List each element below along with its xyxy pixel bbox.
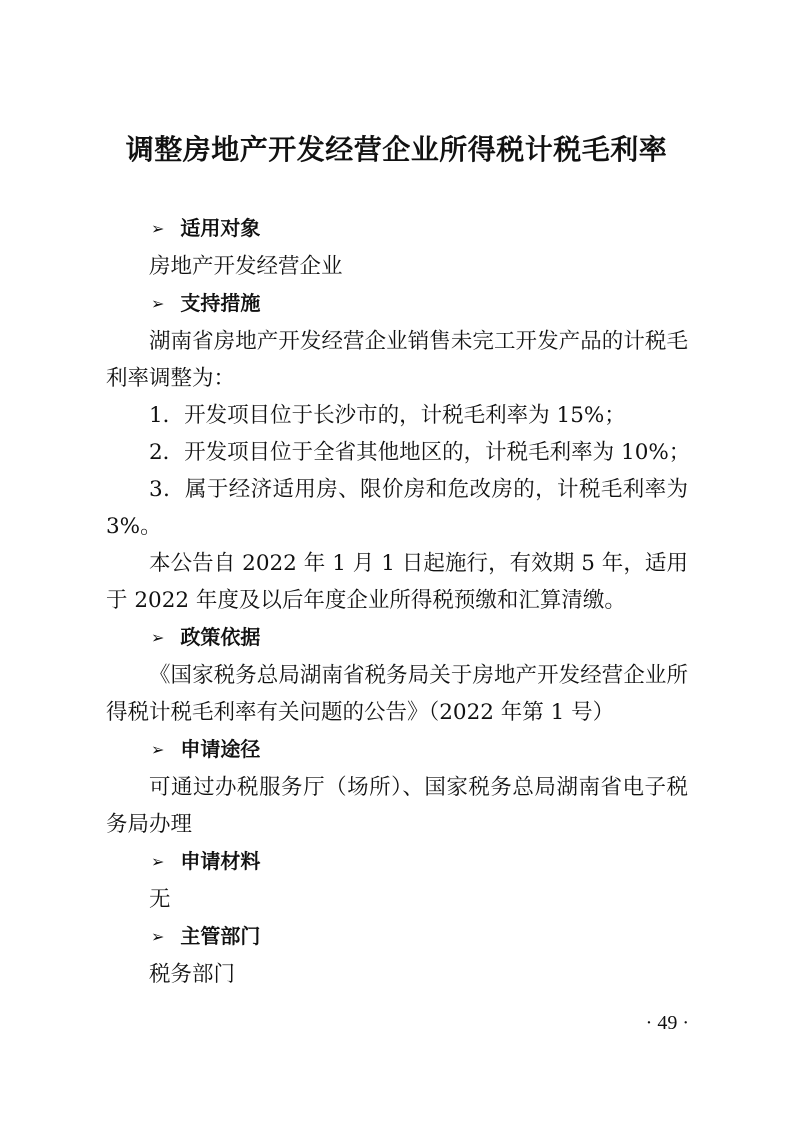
section-heading-measures: ➢ 支持措施 [151,291,261,315]
section-heading-department: ➢ 主管部门 [151,924,261,948]
measures-item-2: 2．开发项目位于全省其他地区的，计税毛利率为 10%； [149,440,691,465]
measures-item-1: 1．开发项目位于长沙市的，计税毛利率为 15%； [149,403,626,428]
arrow-bullet-icon: ➢ [151,740,165,759]
basis-text: 《国家税务总局湖南省税务局关于房地产开发经营企业所得税计税毛利率有关问题的公告》（2022 年第 1 号） [106,663,688,725]
measures-intro: 湖南省房地产开发经营企业销售未完工开发产品的计税毛利率调整为： [106,329,688,391]
section-heading-channel: ➢ 申请途径 [151,737,261,761]
arrow-bullet-icon: ➢ [151,294,165,313]
arrow-bullet-icon: ➢ [151,927,165,946]
arrow-bullet-icon: ➢ [151,852,165,871]
arrow-bullet-icon: ➢ [151,219,165,238]
document-body [106,210,691,993]
department-text: 税务部门 [149,962,236,987]
section-heading-object: ➢ 适用对象 [151,216,261,240]
object-text: 房地产开发经营企业 [149,254,343,279]
page-title: 调整房地产开发经营企业所得税计税毛利率 [125,133,668,166]
measures-item-3: 3．属于经济适用房、限价房和危改房的，计税毛利率为 3%。 [106,477,688,539]
arrow-bullet-icon: ➢ [151,628,165,647]
page-number: · 49 · [645,1012,689,1034]
section-heading-basis: ➢ 政策依据 [151,625,261,649]
materials-text: 无 [149,887,171,912]
measures-validity: 本公告自 2022 年 1 月 1 日起施行，有效期 5 年，适用于 2022 年度及以后年度企业所得税预缴和汇算清缴。 [106,551,688,613]
channel-text: 可通过办税服务厅（场所）、国家税务总局湖南省电子税务局办理 [106,775,688,837]
section-heading-materials: ➢ 申请材料 [151,849,261,873]
